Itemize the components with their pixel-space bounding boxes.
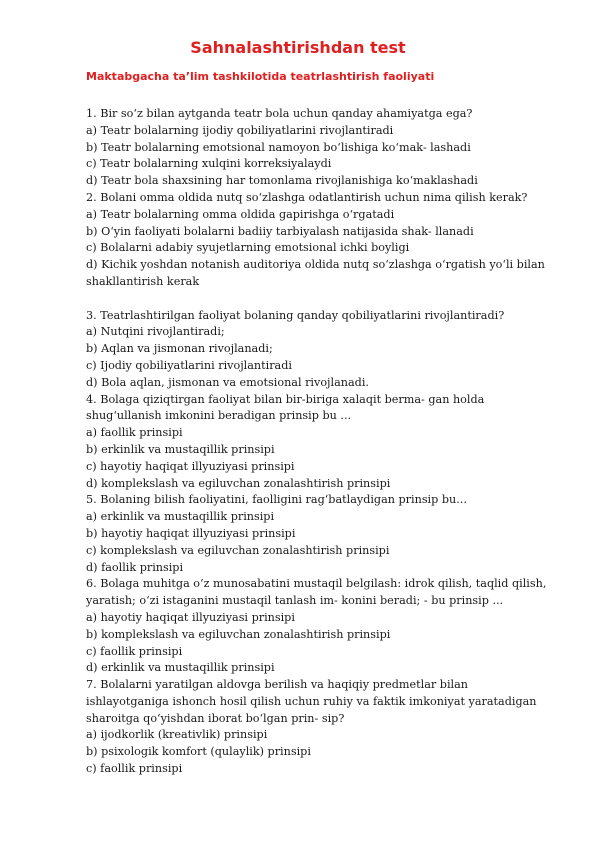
text-line: d) Kichik yoshdan notanish auditoriya oldida nutq so‘zlashga o‘rgatish yo‘li bilan	[86, 258, 545, 272]
text-line: shakllantirish kerak	[86, 274, 200, 288]
text-line: b) Teatr bolalarning emotsional namoyon bo‘lishiga ko‘mak- lashadi	[86, 140, 471, 154]
text-line: b) psixologik komfort (qulaylik) prinsipi	[86, 745, 311, 759]
text-line: d) erkinlik va mustaqillik prinsipi	[86, 661, 275, 675]
text-line: 7. Bolalarni yaratilgan aldovga berilish va haqiqiy predmetlar bilan	[86, 678, 468, 692]
text-line: c) hayotiy haqiqat illyuziyasi prinsipi	[86, 459, 295, 473]
text-line: 1. Bir so‘z bilan aytganda teatr bola uchun qanday ahamiyatga ega?	[86, 107, 473, 120]
text-line: c) faollik prinsipi	[86, 644, 183, 658]
text-line: 3. Teatrlashtirilgan faoliyat bolaning qanday qobiliyatlarini rivojlantiradi?	[86, 308, 505, 322]
document-subtitle: Maktabgacha ta’lim tashkilotida teatrlashtirish faoliyati	[86, 70, 435, 83]
text-line: c) Teatr bolalarning xulqini korreksiyalaydi	[86, 157, 332, 171]
text-line: 5. Bolaning bilish faoliyatini, faolligini rag‘batlaydigan prinsip bu...	[86, 493, 467, 507]
text-line: a) Nutqini rivojlantiradi;	[86, 325, 225, 339]
text-line: a) Teatr bolalarning ijodiy qobiliyatlarini rivojlantiradi	[86, 123, 394, 137]
text-line: 6. Bolaga muhitga o‘z munosabatini mustaqil belgilash: idrok qilish, taqlid qilish,	[86, 577, 547, 591]
text-line: a) erkinlik va mustaqillik prinsipi	[86, 510, 275, 524]
text-line: c) Ijodiy qobiliyatlarini rivojlantiradi	[86, 358, 292, 372]
text-line: b) O‘yin faoliyati bolalarni badiiy tarbiyalash natijasida shak- llanadi	[86, 224, 474, 238]
text-line: d) Teatr bola shaxsining har tomonlama rivojlanishiga ko‘maklashadi	[86, 174, 478, 188]
text-line: c) faollik prinsipi	[86, 762, 183, 776]
text-line: 2. Bolani omma oldida nutq so‘zlashga odatlantirish uchun nima qilish kerak?	[86, 190, 528, 204]
text-line: c) komplekslash va egiluvchan zonalashtirish prinsipi	[86, 543, 390, 557]
text-line: b) Aqlan va jismonan rivojlanadi;	[86, 342, 273, 356]
text-line: c) Bolalarni adabiy syujetlarning emotsional ichki boyligi	[86, 241, 410, 255]
text-line: a) faollik prinsipi	[86, 426, 183, 440]
blank-line	[86, 291, 556, 308]
text-line: b) hayotiy haqiqat illyuziyasi prinsipi	[86, 526, 296, 540]
text-line: yaratish; o‘zi istaganini mustaqil tanlash im- konini beradi; - bu prinsip ...	[86, 594, 504, 608]
text-line: sharoitga qo‘yishdan iborat bo‘lgan prin- sip?	[86, 711, 345, 725]
text-line: a) ijodkorlik (kreativlik) prinsipi	[86, 728, 268, 742]
document-body	[86, 106, 556, 778]
text-line: ishlayotganiga ishonch hosil qilish uchun ruhiy va faktik imkoniyat yaratadigan	[86, 694, 537, 708]
text-line: d) Bola aqlan, jismonan va emotsional rivojlanadi.	[86, 375, 369, 389]
text-line: a) hayotiy haqiqat illyuziyasi prinsipi	[86, 610, 295, 624]
text-line: b) komplekslash va egiluvchan zonalashtirish prinsipi	[86, 627, 391, 641]
text-line: d) faollik prinsipi	[86, 560, 184, 574]
text-line: a) Teatr bolalarning omma oldida gapirishga o‘rgatadi	[86, 207, 395, 221]
text-line: d) komplekslash va egiluvchan zonalashtirish prinsipi	[86, 476, 391, 490]
document-title: Sahnalashtirishdan test	[190, 38, 406, 57]
text-line: shug‘ullanish imkonini beradigan prinsip bu ...	[86, 409, 352, 423]
text-line: 4. Bolaga qiziqtirgan faoliyat bilan bir-biriga xalaqit berma- gan holda	[86, 392, 485, 406]
text-line: b) erkinlik va mustaqillik prinsipi	[86, 442, 275, 456]
